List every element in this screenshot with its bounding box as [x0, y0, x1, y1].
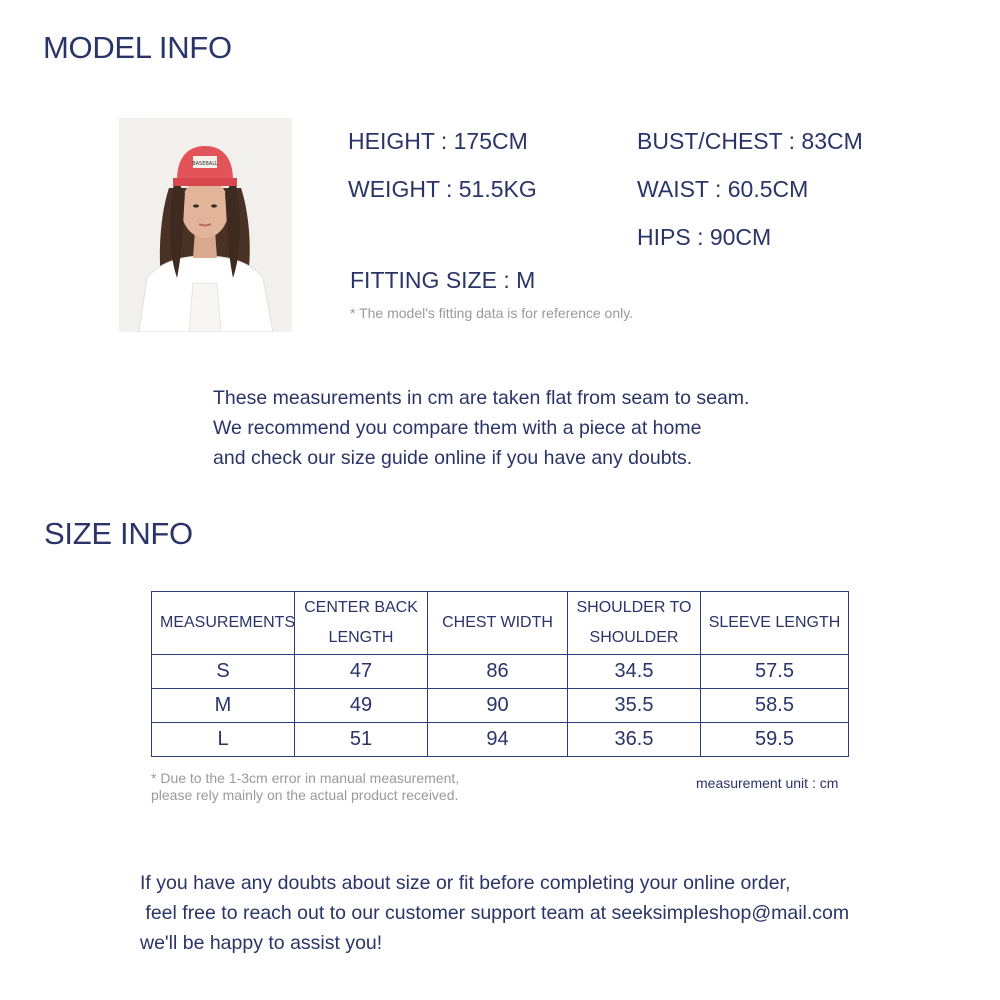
- support-line-1: If you have any doubts about size or fit before completing your online order,: [140, 872, 791, 894]
- table-header-row: [152, 592, 849, 655]
- chest-width-cell: 86: [428, 655, 568, 689]
- model-info-heading: MODEL INFO: [43, 30, 232, 65]
- support-line-2: feel free to reach out to our customer support team at seeksimpleshop@mail.com: [140, 902, 850, 924]
- size-cell: S: [152, 655, 295, 689]
- header-chest-width: CHEST WIDTH: [428, 592, 568, 655]
- model-note: * The model's fitting data is for reference only.: [350, 305, 634, 321]
- hips-stat: HIPS : 90CM: [637, 224, 772, 250]
- sleeve-length-cell: 58.5: [701, 689, 849, 723]
- table-row: [152, 655, 849, 689]
- intro-paragraph: [213, 383, 749, 473]
- shoulder-cell: 36.5: [568, 723, 701, 757]
- measurement-unit: measurement unit : cm: [696, 775, 839, 791]
- support-line-3: we'll be happy to assist you!: [140, 932, 383, 954]
- measurement-error-note: [151, 770, 459, 804]
- center-back-length-cell: 47: [295, 655, 428, 689]
- weight-stat: WEIGHT : 51.5KG: [348, 176, 537, 202]
- intro-line-1: These measurements in cm are taken flat from seam to seam.: [213, 387, 750, 409]
- header-center-back-length: CENTER BACK LENGTH: [295, 592, 428, 655]
- table-row: [152, 723, 849, 757]
- header-sleeve-length: SLEEVE LENGTH: [701, 592, 849, 655]
- waist-stat: WAIST : 60.5CM: [637, 176, 809, 202]
- measurement-error-note-line-1: * Due to the 1-3cm error in manual measurement,: [151, 770, 460, 786]
- header-shoulder-to-shoulder: SHOULDER TO SHOULDER: [568, 592, 701, 655]
- sleeve-length-cell: 59.5: [701, 723, 849, 757]
- size-cell: L: [152, 723, 295, 757]
- model-illustration: [119, 118, 292, 332]
- sleeve-length-cell: 57.5: [701, 655, 849, 689]
- shoulder-cell: 35.5: [568, 689, 701, 723]
- shoulder-cell: 34.5: [568, 655, 701, 689]
- intro-line-3: and check our size guide online if you have any doubts.: [213, 447, 693, 469]
- size-info-heading: SIZE INFO: [44, 516, 193, 551]
- support-paragraph: [140, 868, 849, 958]
- bust-stat: BUST/CHEST : 83CM: [637, 128, 863, 154]
- size-table: [151, 591, 849, 757]
- fitting-size: FITTING SIZE : M: [350, 267, 536, 293]
- chest-width-cell: 94: [428, 723, 568, 757]
- chest-width-cell: 90: [428, 689, 568, 723]
- measurement-error-note-line-2: please rely mainly on the actual product received.: [151, 787, 459, 803]
- center-back-length-cell: 49: [295, 689, 428, 723]
- intro-line-2: We recommend you compare them with a piece at home: [213, 417, 702, 439]
- header-measurements: MEASUREMENTS: [152, 592, 295, 655]
- table-row: [152, 689, 849, 723]
- cap-logo-text: BASEBALL: [192, 161, 218, 167]
- size-cell: M: [152, 689, 295, 723]
- model-photo: [119, 118, 292, 332]
- center-back-length-cell: 51: [295, 723, 428, 757]
- height-stat: HEIGHT : 175CM: [348, 128, 528, 154]
